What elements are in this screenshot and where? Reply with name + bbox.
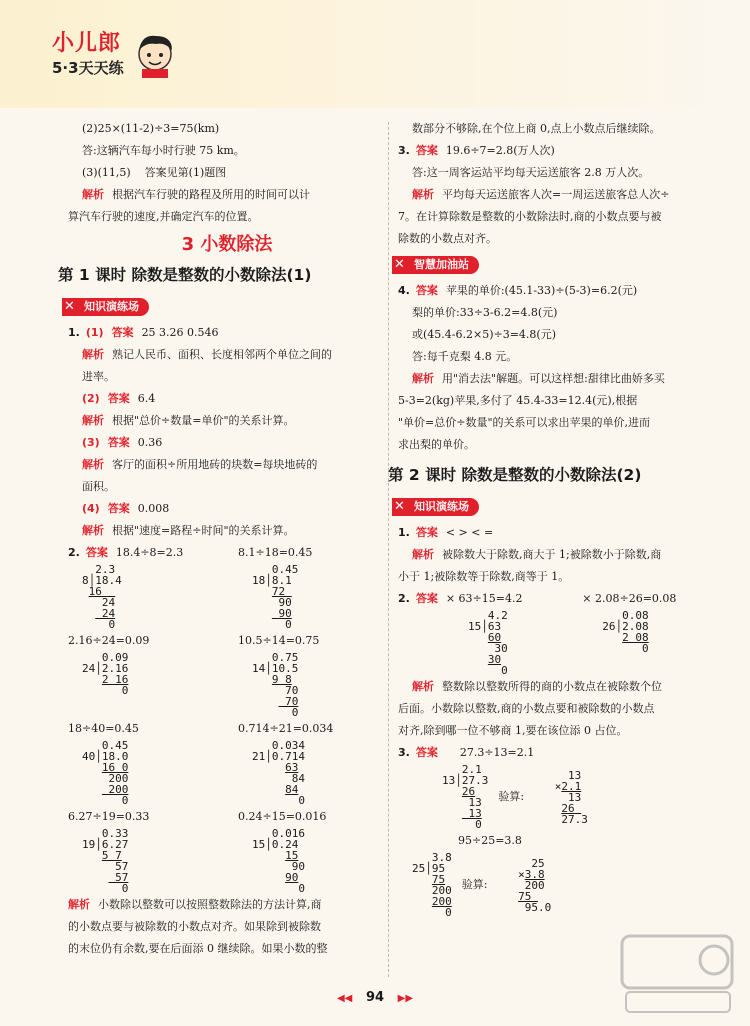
long-division: 0.034 21│0.714 63 84 84 0 — [252, 739, 305, 807]
equation: 10.5÷14=0.75 — [238, 634, 320, 647]
equation: 95÷25=3.8 — [458, 834, 522, 847]
section-banner: ✕ 知识演练场 — [62, 298, 149, 316]
analysis-line: 解析 整数除以整数所得的商的小数点在被除数个位 — [412, 680, 662, 693]
long-division: 2.1 13│27.3 26 13 13 0 — [442, 763, 489, 831]
answer-line: (3) 答案 0.36 — [82, 436, 163, 449]
text-line: 答:这一周客运站平均每天运送旅客 2.8 万人次。 — [412, 166, 650, 179]
equation: 18÷40=0.45 — [68, 722, 139, 735]
equation: 6.27÷19=0.33 — [68, 810, 150, 823]
text-line: (2)25×(11-2)÷3=75(km) — [82, 122, 220, 135]
check-label: 验算: — [498, 790, 525, 803]
text-line: 的小数点要与被除数的小数点对齐。如果除到被除数 — [68, 920, 321, 933]
analysis-line: 解析 客厅的面积÷所用地砖的块数=每块地砖的 — [82, 458, 318, 471]
analysis-tag: 解析 — [82, 188, 104, 201]
equation: 0.24÷15=0.016 — [238, 810, 327, 823]
mascot-boy-icon — [132, 30, 178, 78]
text-line: "单价=总价÷数量"的关系可以求出苹果的单价,进而 — [398, 416, 651, 429]
text-line: 进率。 — [82, 370, 115, 383]
long-division: 0.33 19│6.27 5 7 57 57 0 — [82, 827, 129, 895]
text-line: 小于 1;被除数等于除数,商等于 1。 — [398, 570, 570, 583]
multiplication-check: 25 ×3.8 200 75 95.0 — [511, 856, 552, 914]
flag-icon: ✕ — [394, 499, 405, 514]
text-line: 对齐,除到哪一位不够商 1,要在该位添 0 占位。 — [398, 724, 628, 737]
analysis-line: 解析 熟记人民币、面积、长度相邻两个单位之间的 — [82, 348, 332, 361]
division-pair — [68, 718, 386, 806]
watermark-stamp — [618, 930, 736, 1018]
chapter-title: 3 小数除法 — [181, 234, 273, 255]
text-line: 或(45.4-6.2×5)÷3=4.8(元) — [412, 328, 557, 341]
page-number: 94 — [365, 990, 385, 1005]
long-division: 3.8 25│95 75 200 200 0 — [412, 851, 452, 919]
division-pair — [68, 806, 386, 894]
text-line: 除数的小数点对齐。 — [398, 232, 497, 245]
text-line: 后面。小数除以整数,商的小数点要和被除数的小数点 — [398, 702, 655, 715]
answer-line: (2) 答案 6.4 — [82, 392, 156, 405]
text-line: 面积。 — [82, 480, 115, 493]
text-line: 梨的单价:33÷3-6.2=4.8(元) — [412, 306, 558, 319]
long-division: 0.09 24│2.16 2 16 0 — [82, 651, 129, 697]
text-line: 的末位仍有余数,要在后面添 0 继续除。如果小数的整 — [68, 942, 328, 955]
left-column — [58, 118, 386, 960]
section-banner: ✕ 知识演练场 — [392, 498, 479, 516]
analysis-line: 解析 根据"速度=路程÷时间"的关系计算。 — [82, 524, 295, 537]
text-line: 答:每千克梨 4.8 元。 — [412, 350, 518, 363]
answer-line: 1. (1) 答案 25 3.26 0.546 — [68, 326, 219, 339]
division-with-check — [428, 764, 698, 830]
long-division: 0.45 18│8.1 72 90 90 0 — [252, 563, 299, 631]
long-division: 2.3 8│18.4 16 24 24 0 — [82, 563, 122, 631]
right-column — [388, 118, 698, 919]
check-label: 验算: — [461, 878, 488, 891]
brand-logo — [52, 26, 124, 78]
text-line: 5-3=2(kg)苹果,多付了 45.4-33=12.4(元),根据 — [398, 394, 638, 407]
answer-line: 1. 答案 < > < = — [398, 526, 494, 539]
long-division: 0.45 40│18.0 16 0 200 200 0 — [82, 739, 129, 807]
answer-line: (4) 答案 0.008 — [82, 502, 170, 515]
multiplication-check: 13 ×2.1 13 26 27.3 — [548, 768, 588, 826]
logo-title: 小儿郎 — [52, 31, 122, 56]
division-with-check — [398, 852, 698, 918]
text-line: 答:这辆汽车每小时行驶 75 km。 — [82, 144, 245, 157]
long-division: 4.2 15│63 60 30 30 0 — [468, 609, 508, 677]
analysis-line: 解析 小数除以整数可以按照整数除法的方法计算,商 — [68, 898, 322, 911]
division-pair: 2. 答案 × 63÷15=4.2 4.2 15│63 60 30 30 0 × 2.08÷26=0.08 0.08 26│2.08 2 08 0 — [398, 588, 698, 676]
long-division: 0.016 15│0.24 15 90 90 0 — [252, 827, 305, 895]
lesson-title: 第 2 课时 除数是整数的小数除法(2) — [388, 466, 642, 484]
prev-arrow-icon: ◀◀ — [336, 993, 353, 1004]
equation: × 63÷15=4.2 — [445, 592, 523, 605]
lesson-title: 第 1 课时 除数是整数的小数除法(1) — [58, 266, 312, 284]
equation: 8.1÷18=0.45 — [238, 546, 313, 559]
analysis-line: 解析 用"消去法"解题。可以这样想:甜律比曲娇多买 — [412, 372, 665, 385]
flag-icon: ✕ — [394, 257, 405, 272]
analysis-line: 解析 根据汽车行驶的路程及所用的时间可以计 — [82, 188, 310, 201]
section-banner: ✕ 智慧加油站 — [392, 256, 479, 274]
equation: 0.714÷21=0.034 — [238, 722, 334, 735]
division-pair: 2. 答案 18.4÷8=2.3 2.3 8│18.4 16 24 24 0 8.1÷18=0.45 0.45 18│8.1 72 90 90 0 — [68, 542, 386, 630]
division-pair — [68, 630, 386, 718]
next-arrow-icon: ▶▶ — [397, 993, 414, 1004]
text-line: 7。在计算除数是整数的小数除法时,商的小数点要与被 — [398, 210, 662, 223]
answer-line: 3. 答案 19.6÷7=2.8(万人次) — [398, 144, 555, 157]
long-division: 0.08 26│2.08 2 08 0 — [602, 609, 649, 655]
text-line: 数部分不够除,在个位上商 0,点上小数点后继续除。 — [412, 122, 661, 135]
equation: 18.4÷8=2.3 — [115, 546, 184, 559]
text-line: (3)(11,5) 答案见第(1)题图 — [82, 166, 227, 179]
equation: × 2.08÷26=0.08 — [582, 592, 677, 605]
text-line: 算汽车行驶的速度,并确定汽车的位置。 — [68, 210, 259, 223]
long-division: 0.75 14│10.5 9 8 70 70 0 — [252, 651, 299, 719]
equation: 2.16÷24=0.09 — [68, 634, 150, 647]
flag-icon: ✕ — [64, 299, 75, 314]
analysis-line: 解析 平均每天运送旅客人次=一周运送旅客总人次÷ — [412, 188, 670, 201]
answer-line: 4. 答案 苹果的单价:(45.1-33)÷(5-3)=6.2(元) — [398, 284, 638, 297]
answer-line: 3. 答案 27.3÷13=2.1 — [398, 746, 535, 759]
analysis-line: 解析 被除数大于除数,商大于 1;被除数小于除数,商 — [412, 548, 662, 561]
text-line: 求出梨的单价。 — [398, 438, 475, 451]
column-divider — [388, 122, 389, 977]
logo-subtitle: 5·3天天练 — [52, 59, 124, 77]
analysis-line: 解析 根据"总价÷数量=单价"的关系计算。 — [82, 414, 295, 427]
